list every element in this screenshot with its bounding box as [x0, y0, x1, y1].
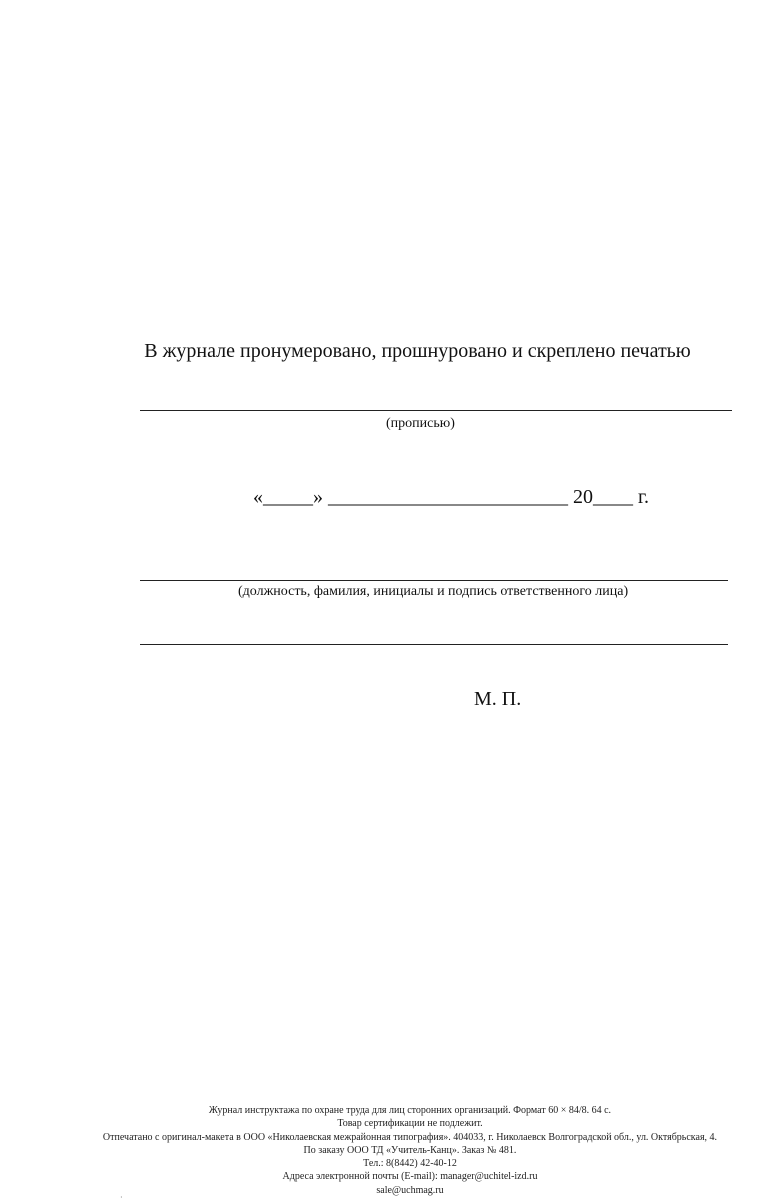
caption-written: (прописью)	[386, 416, 455, 431]
imprint-line: Отпечатано с оригинал-макета в ООО «Николаевская межрайонная типография». 404033, г. Николаевск Волгоградской обл., ул. Октябрьская, 4.	[102, 1131, 718, 1143]
imprint-line: По заказу ООО ТД «Учитель-Канц». Заказ № 481.	[303, 1144, 517, 1156]
imprint-line: Тел.: 8(8442) 42-40-12	[363, 1158, 457, 1170]
stamp-place-label: М. П.	[474, 688, 522, 710]
signature-line	[140, 644, 728, 645]
imprint-line: Адреса электронной почты (E-mail): manager@uchitel-izd.ru	[282, 1171, 538, 1183]
imprint-footer	[0, 1104, 780, 1197]
imprint-line: sale@uchmag.ru	[376, 1184, 444, 1196]
count-written-line	[140, 410, 732, 411]
imprint-line: Товар сертификации не подлежит.	[337, 1118, 483, 1130]
responsible-person-line	[140, 580, 728, 581]
date-line: «_____» ________________________ 20____ г.	[253, 486, 649, 508]
heading: В журнале пронумеровано, прошнуровано и скреплено печатью	[144, 340, 691, 362]
caption-person: (должность, фамилия, инициалы и подпись ответственного лица)	[238, 584, 629, 599]
imprint-line: Журнал инструктажа по охране труда для лиц сторонних организаций. Формат 60 × 84/8. 64 с.	[208, 1105, 612, 1116]
scan-speck: ·	[120, 1193, 123, 1202]
